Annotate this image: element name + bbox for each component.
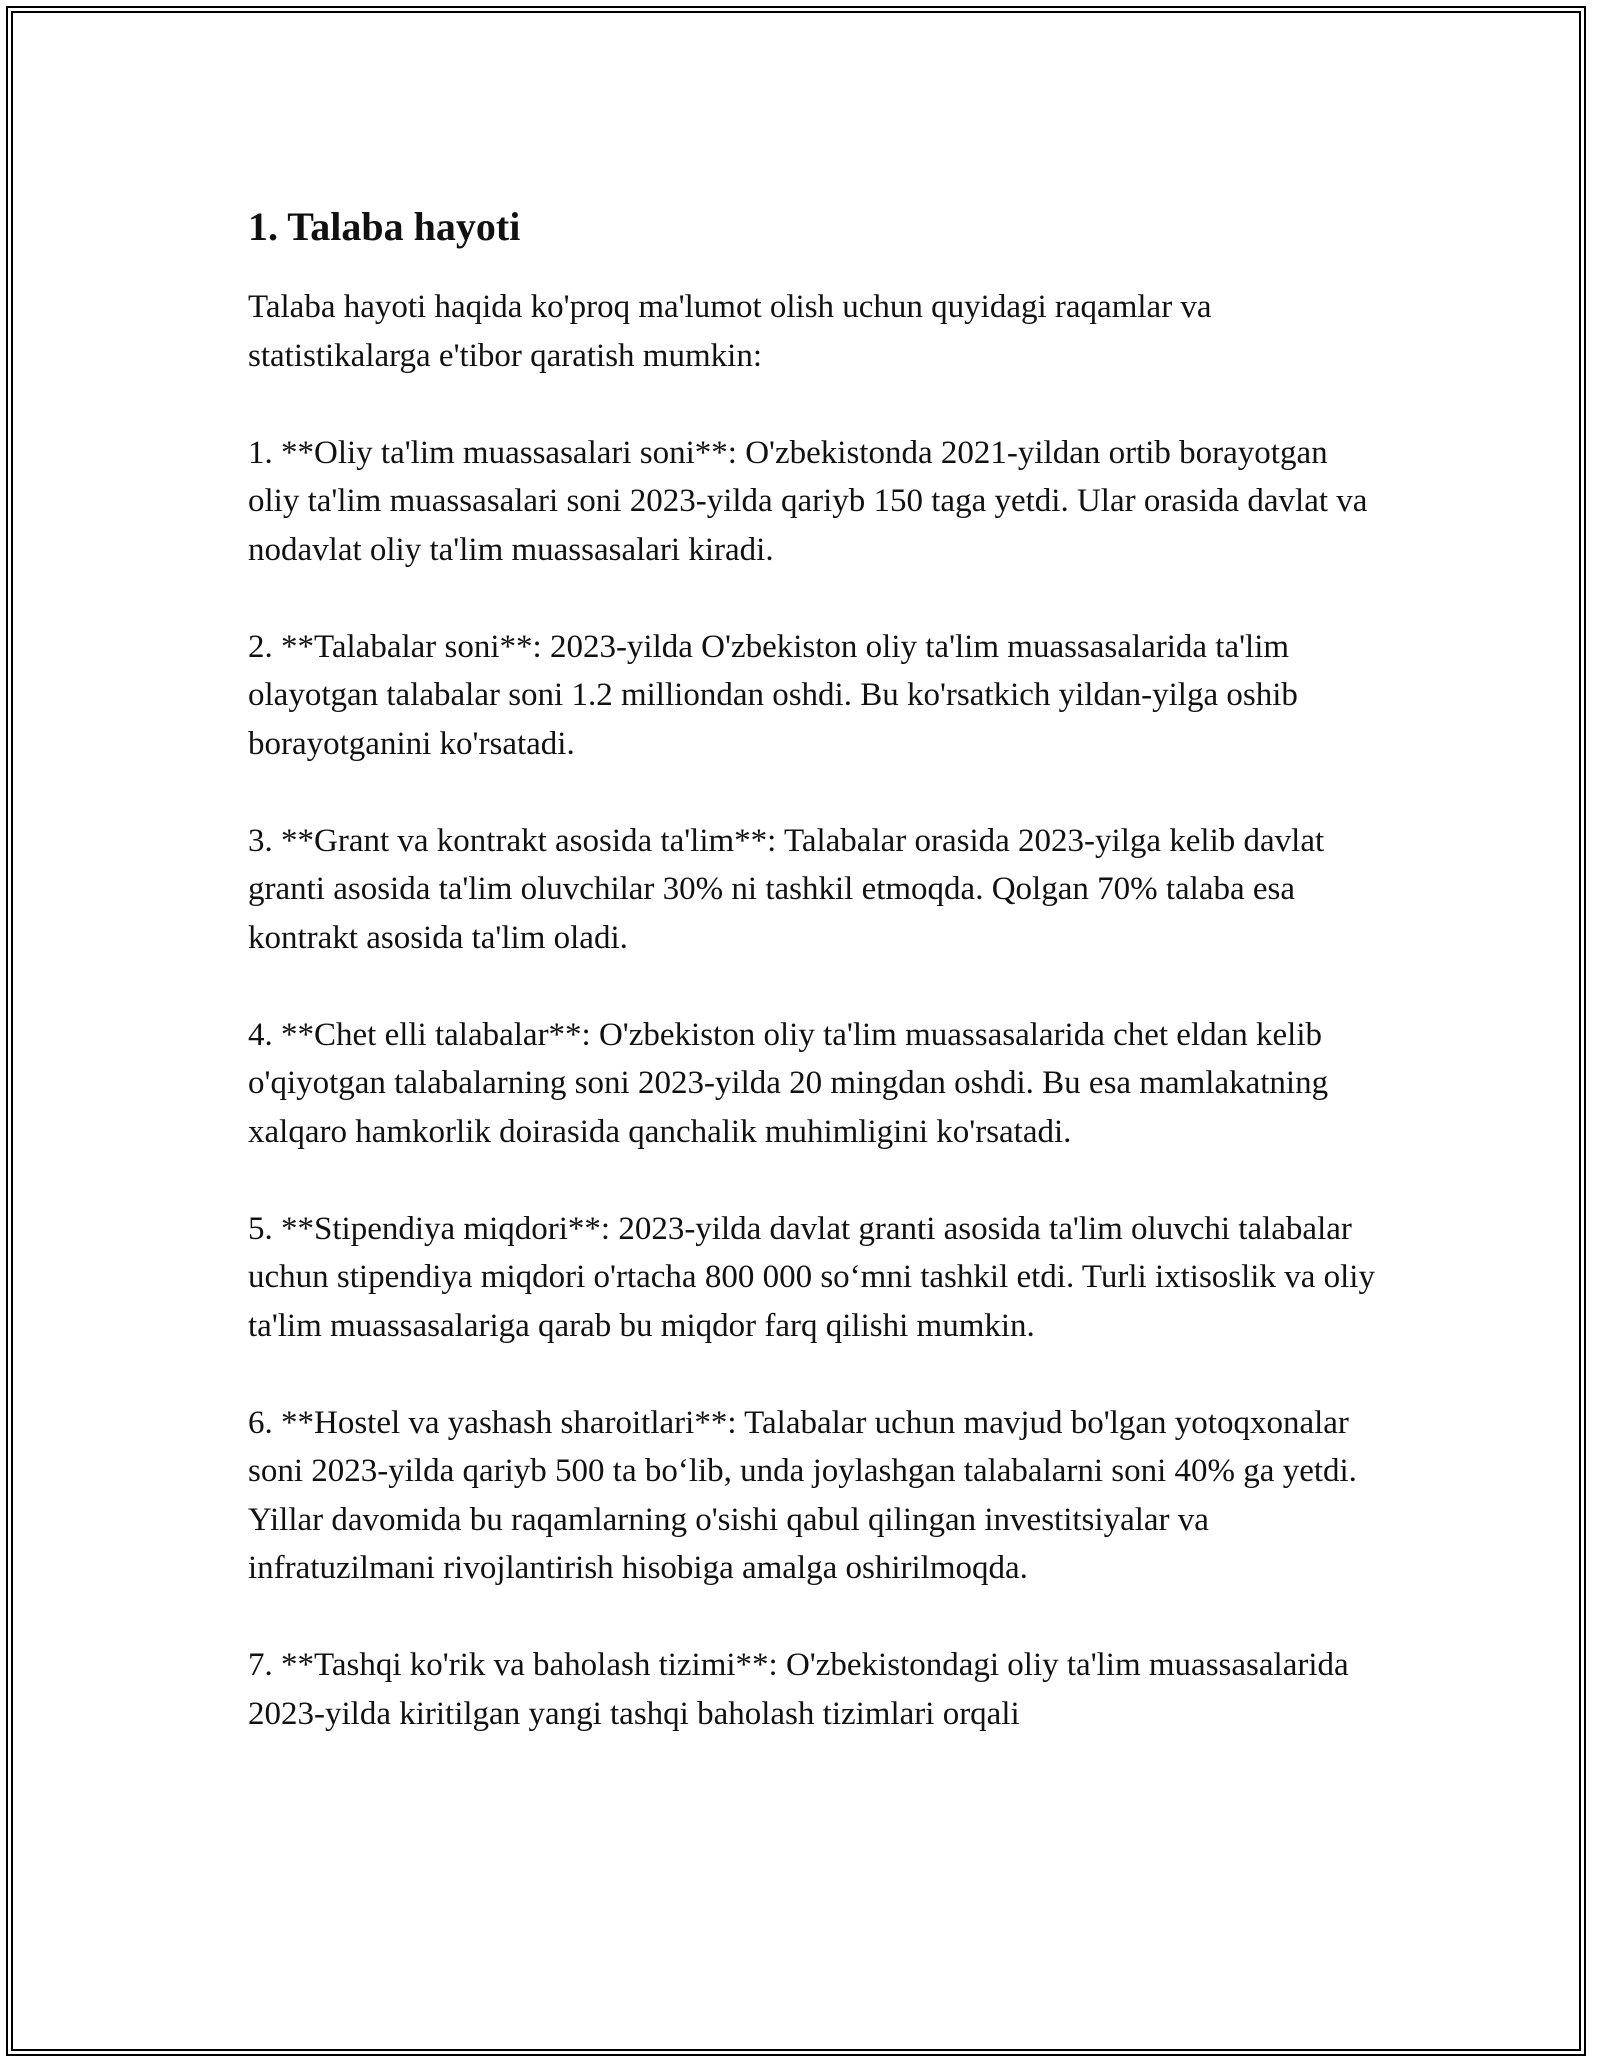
list-item-4: 4. **Chet elli talabalar**: O'zbekiston oliy ta'lim muassasalarida chet eldan kelib o'qiyotgan talabalarning soni 2023-yilda 20 mingdan oshdi. Bu esa mamlakatning xalqaro hamkorlik doirasida qanchalik muhimligini ko'rsatadi. xyxy=(248,1016,1329,1150)
list-item-5: 5. **Stipendiya miqdori**: 2023-yilda davlat granti asosida ta'lim oluvchi talabalar uchun stipendiya miqdori o'rtacha 800 000 so‘mni tashkil etdi. Turli ixtisoslik va oliy ta'lim muassasalariga qarab bu miqdor farq qilishi mumkin. xyxy=(248,1210,1375,1344)
intro-paragraph: Talaba hayoti haqida ko'proq ma'lumot olish uchun quyidagi raqamlar va statistikalarga e'tibor qaratish mumkin: xyxy=(248,289,1212,374)
page-frame xyxy=(6,6,1586,2056)
list-item-2: 2. **Talabalar soni**: 2023-yilda O'zbekiston oliy ta'lim muassasalarida ta'lim olayotgan talabalar soni 1.2 milliondan oshdi. Bu ko'rsatkich yildan-yilga oshib borayotganini ko'rsatadi. xyxy=(248,628,1298,762)
list-item-6: 6. **Hostel va yashash sharoitlari**: Talabalar uchun mavjud bo'lgan yotoqxonalar soni 2023-yilda qariyb 500 ta bo‘lib, unda joylashgan talabalarni soni 40% ga yetdi. Yillar davomida bu raqamlarning o'sishi qabul qilingan investitsiyalar va infratuzilmani rivojlantirish hisobiga amalga oshirilmoqda. xyxy=(248,1404,1357,1586)
document-body xyxy=(248,201,1383,1787)
list-item-7: 7. **Tashqi ko'rik va baholash tizimi**: O'zbekistondagi oliy ta'lim muassasalarida 2023-yilda kiritilgan yangi tashqi baholash tizimlari orqali xyxy=(248,1647,1349,1732)
section-heading: 1. Talaba hayoti xyxy=(248,204,521,249)
list-item-3: 3. **Grant va kontrakt asosida ta'lim**: Talabalar orasida 2023-yilga kelib davlat granti asosida ta'lim oluvchilar 30% ni tashkil etmoqda. Qolgan 70% talaba esa kontrakt asosida ta'lim oladi. xyxy=(248,822,1325,956)
list-item-1: 1. **Oliy ta'lim muassasalari soni**: O'zbekistonda 2021-yildan ortib borayotgan oliy ta'lim muassasalari soni 2023-yilda qariyb 150 taga yetdi. Ular orasida davlat va nodavlat oliy ta'lim muassasalari kiradi. xyxy=(248,434,1368,568)
